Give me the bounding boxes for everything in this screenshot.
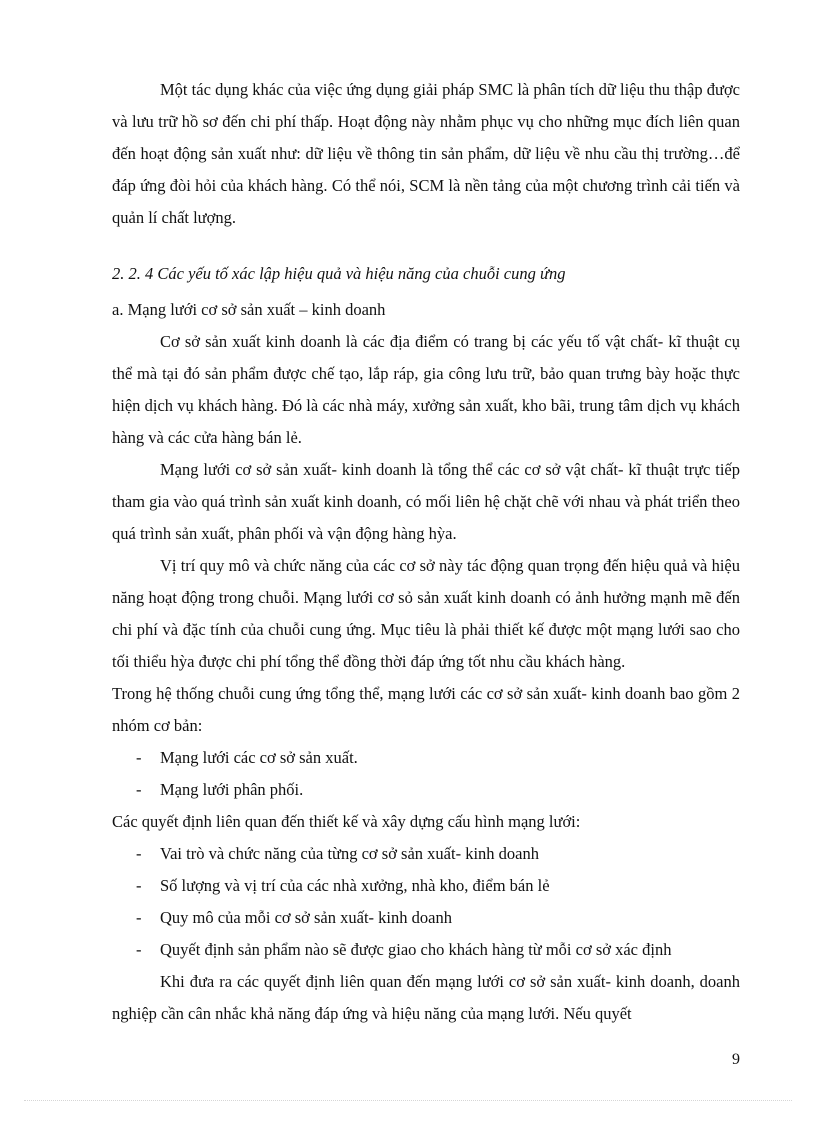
- list-item: [112, 774, 740, 806]
- bullet-dash: -: [136, 876, 142, 895]
- page-body: [112, 74, 740, 1030]
- paragraph-scm-benefits: Một tác dụng khác của việc ứng dụng giải pháp SMC là phân tích dữ liệu thu thập được và lưu trữ hồ sơ đến chi phí thấp. Hoạt động này nhằm phục vụ cho những mục đích liên quan đến hoạt động sản xuất như: dữ liệu về thông tin sản phẩm, dữ liệu về nhu cầu thị trường…để đáp ứng đòi hỏi của khách hàng. Có thể nói, SCM là nền tảng của một chương trình cải tiến và quản lí chất lượng.: [112, 80, 740, 227]
- paragraph-closing: Khi đưa ra các quyết định liên quan đến mạng lưới cơ sở sản xuất- kinh doanh, doanh nghiệp cần cân nhắc khả năng đáp ứng và hiệu năng của mạng lưới. Nếu quyết: [112, 972, 740, 1023]
- list-item: [112, 902, 740, 934]
- decisions-list: [112, 838, 740, 966]
- paragraph-decisions-intro: Các quyết định liên quan đến thiết kế và xây dựng cấu hình mạng lưới:: [112, 812, 581, 831]
- list-item: [112, 870, 740, 902]
- list-item-text: Mạng lưới các cơ sở sản xuất.: [160, 748, 358, 767]
- paragraph-network: Mạng lưới cơ sở sản xuất- kinh doanh là tổng thể các cơ sở vật chất- kĩ thuật trực tiếp tham gia vào quá trình sản xuất kinh doanh, có mối liên hệ chặt chẽ với nhau và phát triển theo quá trình sản xuất, phân phối và vận động hàng hỳa.: [112, 460, 740, 543]
- list-item-text: Vai trò và chức năng của từng cơ sở sản xuất- kinh doanh: [160, 844, 539, 863]
- list-item: [112, 838, 740, 870]
- paragraph-location: Vị trí quy mô và chức năng của các cơ sở này tác động quan trọng đến hiệu quả và hiệu năng hoạt động trong chuỗi. Mạng lưới cơ sỏ sản xuất kinh doanh có ảnh hưởng mạnh mẽ đến chi phí và đặc tính của chuỗi cung ứng. Mục tiêu là phải thiết kế được một mạng lưới sao cho tối thiểu hỳa được chi phí tổng thể đồng thời đáp ứng tốt nhu cầu khách hàng.: [112, 556, 740, 671]
- section-heading: 2. 2. 4 Các yếu tố xác lập hiệu quả và hiệu năng của chuỗi cung ứng: [112, 264, 566, 283]
- subsection-heading-a: a. Mạng lưới cơ sở sản xuất – kinh doanh: [112, 300, 386, 319]
- list-item: [112, 742, 740, 774]
- bullet-dash: -: [136, 748, 142, 767]
- list-item-text: Số lượng và vị trí của các nhà xưởng, nhà kho, điểm bán lẻ: [160, 876, 550, 895]
- list-item: [112, 934, 740, 966]
- page-bottom-divider: [24, 1100, 792, 1101]
- paragraph-groups-intro: Trong hệ thống chuỗi cung ứng tổng thể, mạng lưới các cơ sở sản xuất- kinh doanh bao gồm 2 nhóm cơ bản:: [112, 684, 740, 735]
- bullet-dash: -: [136, 844, 142, 863]
- paragraph-definition: Cơ sở sản xuất kinh doanh là các địa điểm có trang bị các yếu tố vật chất- kĩ thuật cụ thể mà tại đó sản phẩm được chế tạo, lắp ráp, gia công lưu trữ, bảo quan trưng bày hoặc thực hiện dịch vụ khách hàng. Đó là các nhà máy, xưởng sản xuất, kho bãi, trung tâm dịch vụ khách hàng và các cửa hàng bán lẻ.: [112, 332, 740, 447]
- bullet-dash: -: [136, 940, 142, 959]
- list-item-text: Quyết định sản phẩm nào sẽ được giao cho khách hàng từ mỗi cơ sở xác định: [160, 940, 672, 959]
- bullet-dash: -: [136, 780, 142, 799]
- list-item-text: Quy mô của mỗi cơ sở sản xuất- kinh doanh: [160, 908, 452, 927]
- list-item-text: Mạng lưới phân phối.: [160, 780, 304, 799]
- page-number: 9: [732, 1051, 740, 1068]
- groups-list: [112, 742, 740, 806]
- bullet-dash: -: [136, 908, 142, 927]
